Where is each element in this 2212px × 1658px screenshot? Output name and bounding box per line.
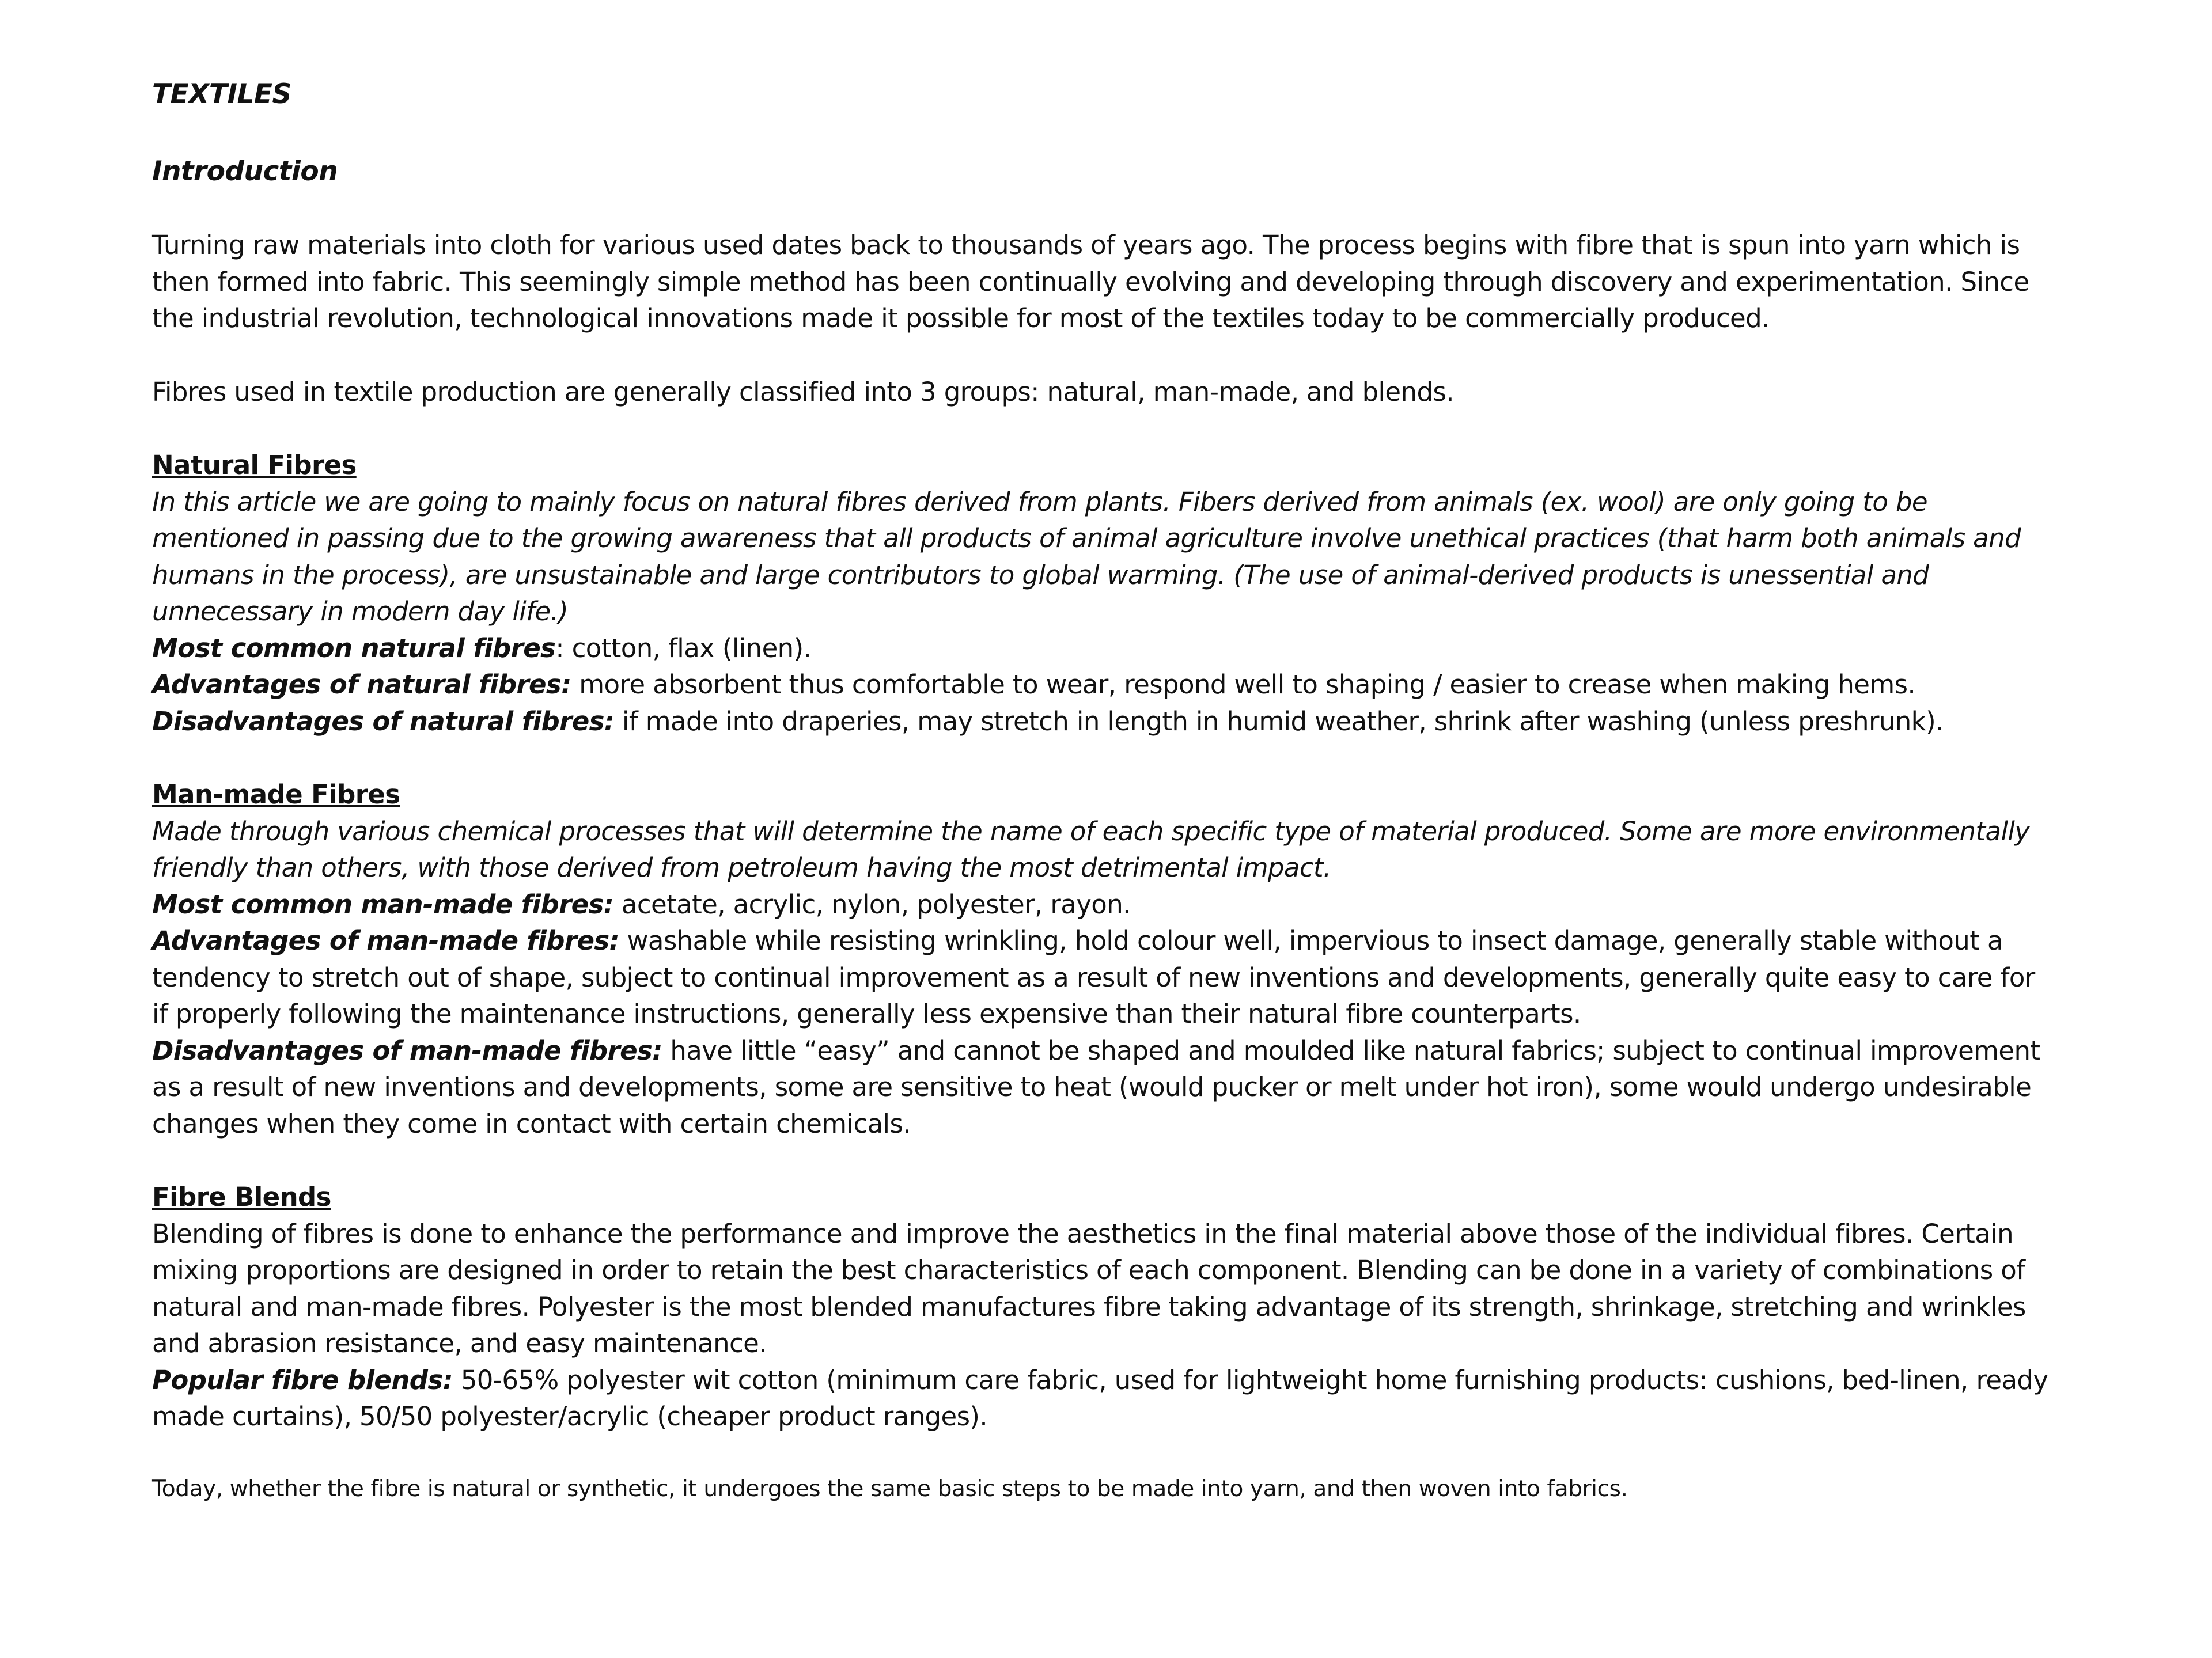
- manmade-fibres-lead: Made through various chemical processes that will determine the name of each specific type of material produced. Some are more environmentally friendly than others, with those derived from petroleum having the most detrimental impact.: [152, 815, 2030, 883]
- manmade-disadvantages-item: [152, 1033, 2053, 1143]
- manmade-fibres-heading: Man-made Fibres: [152, 779, 400, 810]
- natural-common-item: [152, 630, 2053, 667]
- fibre-blends-lead: Blending of fibres is done to enhance the performance and improve the aesthetics in the final material above those of the individual fibres. Certain mixing proportions are designed in order to retain the best characteristics of each component. Blending can be done in a variety of combinations of natural and man-made fibres. Polyester is the most blended manufactures fibre taking advantage of its strength, shrinkage, stretching and wrinkles and abrasion resistance, and easy maintenance.: [152, 1218, 2026, 1359]
- fibre-blends-heading: Fibre Blends: [152, 1182, 331, 1212]
- natural-disadvantages-text: if made into draperies, may stretch in length in humid weather, shrink after washing (unless preshrunk).: [614, 705, 1944, 737]
- natural-disadvantages-item: [152, 703, 2053, 740]
- document-title: TEXTILES: [152, 78, 291, 110]
- classification-paragraph: Fibres used in textile production are generally classified into 3 groups: natural, man-made, and blends.: [152, 376, 1454, 407]
- natural-common-text: cotton, flax (linen).: [563, 632, 812, 663]
- blends-popular-text: 50-65% polyester wit cotton (minimum care fabric, used for lightweight home furnishing products: cushions, bed-linen, ready made curtains), 50/50 polyester/acrylic (cheaper product ranges).: [152, 1364, 2048, 1432]
- manmade-disadvantages-label: Disadvantages of man-made fibres:: [152, 1035, 662, 1066]
- manmade-common-text: acetate, acrylic, nylon, polyester, rayon.: [613, 889, 1131, 920]
- natural-common-separator: :: [555, 632, 564, 663]
- natural-advantages-item: [152, 666, 2053, 703]
- manmade-common-item: [152, 886, 2053, 923]
- natural-fibres-heading: Natural Fibres: [152, 450, 357, 480]
- manmade-advantages-label: Advantages of man-made fibres:: [152, 925, 619, 956]
- intro-paragraph: Turning raw materials into cloth for various used dates back to thousands of years ago. The process begins with fibre that is spun into yarn which is then formed into fabric. This seemingly simple method has been continually evolving and developing through discovery and experimentation. Since the industrial revolution, technological innovations made it possible for most of the textiles today to be commercially produced.: [152, 230, 2029, 333]
- blends-popular-label: Popular fibre blends:: [152, 1364, 453, 1395]
- natural-advantages-text: more absorbent thus comfortable to wear, respond well to shaping / easier to crease when making hems.: [571, 669, 1916, 700]
- manmade-advantages-text: washable while resisting wrinkling, hold colour well, impervious to insect damage, generally stable without a tendency to stretch out of shape, subject to continual improvement as a result of new inventions and developments, generally quite easy to care for if properly following the maintenance instructions, generally less expensive than their natural fibre counterparts.: [152, 925, 2035, 1029]
- manmade-advantages-item: [152, 923, 2053, 1033]
- blends-popular-item: [152, 1362, 2053, 1435]
- natural-common-label: Most common natural fibres: [152, 632, 556, 663]
- closing-paragraph: Today, whether the fibre is natural or synthetic, it undergoes the same basic steps to be made into yarn, and then woven into fabrics.: [152, 1475, 1628, 1502]
- section-introduction-title: Introduction: [152, 155, 338, 187]
- natural-fibres-lead: In this article we are going to mainly focus on natural fibres derived from plants. Fibers derived from animals (ex. wool) are only going to be mentioned in passing due to the growing awareness that all products of animal agriculture involve unethical practices (that harm both animals and humans in the process), are unsustainable and large contributors to global warming. (The use of animal-derived products is unessential and unnecessary in modern day life.): [152, 486, 2021, 627]
- manmade-common-label: Most common man-made fibres:: [152, 889, 614, 920]
- manmade-disadvantages-text: have little “easy” and cannot be shaped and moulded like natural fabrics; subject to continual improvement as a result of new inventions and developments, some are sensitive to heat (would pucker or melt under hot iron), some would undergo undesirable changes when they come in contact with certain chemicals.: [152, 1035, 2040, 1139]
- natural-disadvantages-label: Disadvantages of natural fibres:: [152, 705, 615, 737]
- document-page: [152, 76, 2053, 1507]
- natural-advantages-label: Advantages of natural fibres:: [152, 669, 571, 700]
